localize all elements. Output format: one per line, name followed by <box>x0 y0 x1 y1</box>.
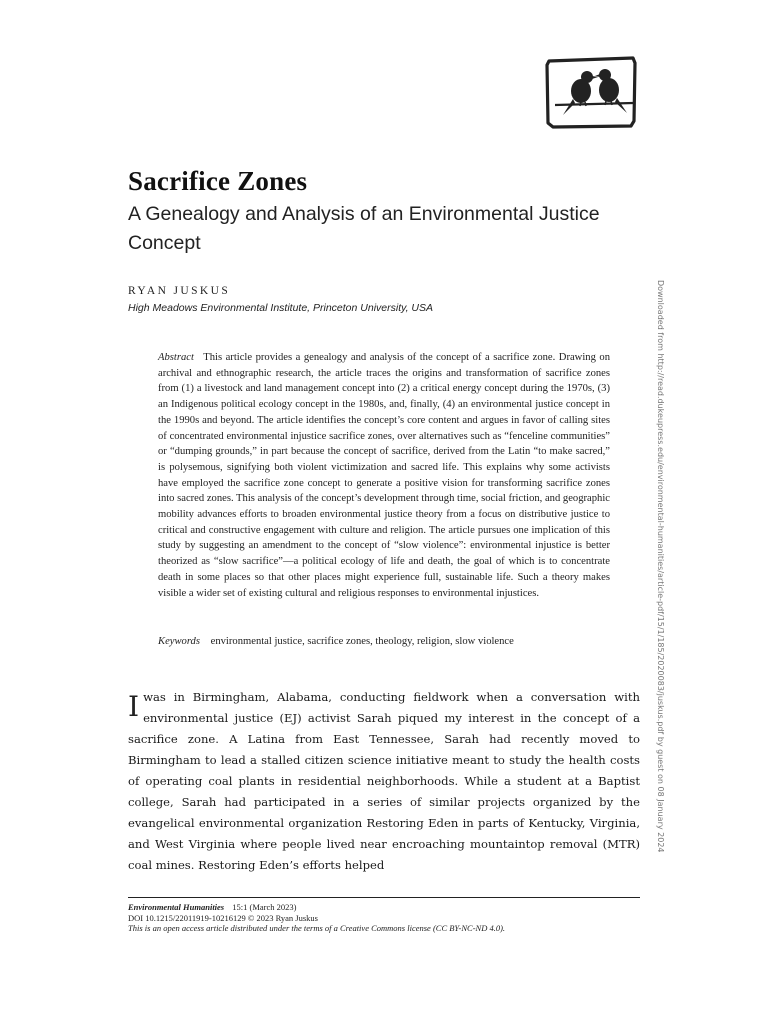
author-name: RYAN JUSKUS <box>128 285 231 297</box>
article-subtitle: A Genealogy and Analysis of an Environmental Justice Concept <box>128 203 600 254</box>
license-line: This is an open access article distributed under the terms of a Creative Commons license (CC BY-NC-ND 4.0). <box>128 923 506 933</box>
download-side-note: Downloaded from http://read.dukeupress.edu/environmental-humanities/article-pdf/15/1/185/2020083/juskus.pdf by guest on 08 January 2024 <box>656 280 665 853</box>
keywords-label: Keywords <box>158 636 200 647</box>
journal-name: Environmental Humanities <box>128 902 225 912</box>
body-text: was in Birmingham, Alabama, conducting fieldwork when a conversation with environmental justice (EJ) activist Sarah piqued my interest in the concept of a sacrifice zone. A Latina from East Tennessee, Sarah had recently moved to Birmingham to lead a stalled citizen science initiative meant to study the health costs of operating coal plants in residential neighborhoods. While a student at a Baptist college, Sarah had participated in a series of similar projects organized by the evangelical environmental organization Restoring Eden in parts of Kentucky, Virginia, and West Virginia where people lived near encroaching mountaintop removal (MTR) coal mines. Restoring Eden’s efforts helped <box>128 690 640 872</box>
body-paragraph <box>128 687 640 876</box>
page-footer <box>128 902 640 934</box>
doi-line: DOI 10.1215/22011919-10216129 © 2023 Ryan Juskus <box>128 912 318 923</box>
abstract-text: This article provides a genealogy and analysis of the concept of a sacrifice zone. Drawing on archival and ethnographic research, the article traces the origins and transformation of sacrifice zones from (1) a livestock and land management concept into (2) a critical energy concept during the 1970s, (3) an Indigenous political ecology concept in the 1980s, and, finally, (4) an environmental justice concept in the 1990s and beyond. The article identifies the concept’s core content and argues in favor of calling sites of concentrated environmental injustice sacrifice zones, over alternatives such as “fenceline communities” or “dumping grounds,” in part because the concept of sacrifice, derived from the Latin “to make sacred,” is polysemous, signifying both violent victimization and sacred life. This explains why some activists have employed the sacrifice zone concept to generate a positive vision for transforming sacrifice zones into sacred zones. This analysis of the concept’s development through time, social friction, and geographic mobility advances efforts to broaden environmental justice theory from a focus on distributive justice to critical and constructive engagement with culture and religion. The article pursues one implication of this study by suggesting an amendment to the concept of “slow violence”: environmental injustice is better theorized as “slow sacrifice”—a political ecology of life and death, the goal of which is to concentrate death in some places so that other places might experience full, sustainable life. Such a theory makes visible a wider set of existing cultural and religious responses to environmental injustices. <box>158 352 610 599</box>
keywords-text: environmental justice, sacrifice zones, theology, religion, slow violence <box>210 636 514 647</box>
article-title: Sacrifice Zones <box>128 166 308 196</box>
journal-logo-birds-icon <box>545 55 639 129</box>
drop-cap: I <box>128 690 140 723</box>
author-affiliation: High Meadows Environmental Institute, Princeton University, USA <box>128 302 434 314</box>
footer-rule <box>128 897 640 898</box>
abstract <box>158 350 610 601</box>
keywords <box>158 636 610 647</box>
abstract-label: Abstract <box>158 352 194 363</box>
journal-issue: 15:1 (March 2023) <box>232 902 297 912</box>
